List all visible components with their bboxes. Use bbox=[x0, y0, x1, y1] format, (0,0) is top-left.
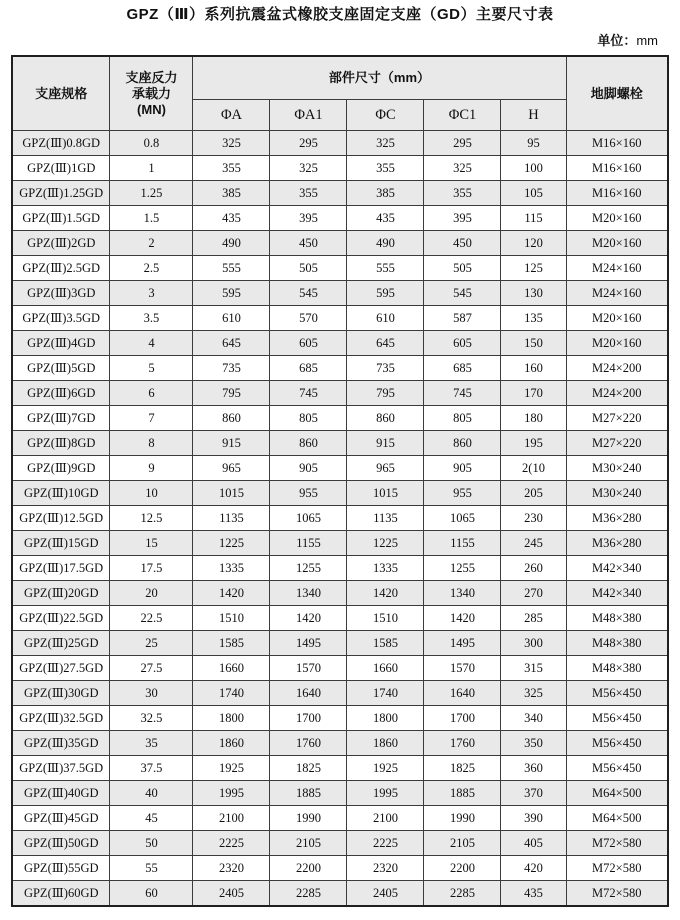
cell-h: 230 bbox=[501, 506, 566, 531]
cell-load: 9 bbox=[110, 456, 193, 481]
cell-spec: GPZ(Ⅲ)35GD bbox=[12, 731, 110, 756]
cell-load: 30 bbox=[110, 681, 193, 706]
cell-h: 285 bbox=[501, 606, 566, 631]
cell-bolt: M36×280 bbox=[566, 506, 668, 531]
table-row bbox=[12, 306, 668, 331]
table-row bbox=[12, 781, 668, 806]
table-row bbox=[12, 356, 668, 381]
cell-phi-a: 735 bbox=[193, 356, 270, 381]
cell-load: 15 bbox=[110, 531, 193, 556]
cell-phi-a: 1420 bbox=[193, 581, 270, 606]
cell-phi-a: 1015 bbox=[193, 481, 270, 506]
table-row bbox=[12, 256, 668, 281]
cell-phi-c: 1925 bbox=[347, 756, 424, 781]
cell-phi-c1: 955 bbox=[424, 481, 501, 506]
cell-phi-a: 610 bbox=[193, 306, 270, 331]
cell-phi-a1: 1495 bbox=[270, 631, 347, 656]
cell-bolt: M16×160 bbox=[566, 131, 668, 156]
cell-spec: GPZ(Ⅲ)1GD bbox=[12, 156, 110, 181]
cell-load: 40 bbox=[110, 781, 193, 806]
cell-phi-c: 555 bbox=[347, 256, 424, 281]
cell-phi-c1: 1700 bbox=[424, 706, 501, 731]
header-row-group bbox=[12, 56, 668, 100]
table-body bbox=[12, 131, 668, 907]
cell-load: 25 bbox=[110, 631, 193, 656]
cell-spec: GPZ(Ⅲ)45GD bbox=[12, 806, 110, 831]
cell-h: 300 bbox=[501, 631, 566, 656]
cell-phi-c: 645 bbox=[347, 331, 424, 356]
cell-phi-c: 915 bbox=[347, 431, 424, 456]
header-h: H bbox=[501, 100, 566, 131]
cell-h: 180 bbox=[501, 406, 566, 431]
cell-h: 95 bbox=[501, 131, 566, 156]
cell-phi-c: 860 bbox=[347, 406, 424, 431]
cell-spec: GPZ(Ⅲ)8GD bbox=[12, 431, 110, 456]
cell-bolt: M64×500 bbox=[566, 781, 668, 806]
cell-phi-a1: 605 bbox=[270, 331, 347, 356]
cell-phi-c1: 905 bbox=[424, 456, 501, 481]
cell-load: 35 bbox=[110, 731, 193, 756]
cell-phi-c: 1860 bbox=[347, 731, 424, 756]
table-row bbox=[12, 506, 668, 531]
cell-load: 37.5 bbox=[110, 756, 193, 781]
cell-h: 405 bbox=[501, 831, 566, 856]
cell-phi-a: 915 bbox=[193, 431, 270, 456]
cell-phi-c: 610 bbox=[347, 306, 424, 331]
cell-phi-a: 1585 bbox=[193, 631, 270, 656]
cell-bolt: M16×160 bbox=[566, 181, 668, 206]
cell-spec: GPZ(Ⅲ)2GD bbox=[12, 231, 110, 256]
cell-bolt: M56×450 bbox=[566, 731, 668, 756]
cell-bolt: M20×160 bbox=[566, 206, 668, 231]
table-row bbox=[12, 656, 668, 681]
cell-phi-c1: 1640 bbox=[424, 681, 501, 706]
cell-bolt: M48×380 bbox=[566, 606, 668, 631]
table-row bbox=[12, 856, 668, 881]
cell-h: 325 bbox=[501, 681, 566, 706]
cell-h: 340 bbox=[501, 706, 566, 731]
cell-spec: GPZ(Ⅲ)17.5GD bbox=[12, 556, 110, 581]
cell-load: 20 bbox=[110, 581, 193, 606]
cell-h: 315 bbox=[501, 656, 566, 681]
cell-phi-a: 555 bbox=[193, 256, 270, 281]
cell-spec: GPZ(Ⅲ)1.25GD bbox=[12, 181, 110, 206]
cell-phi-a1: 1990 bbox=[270, 806, 347, 831]
cell-phi-c: 1015 bbox=[347, 481, 424, 506]
table-row bbox=[12, 231, 668, 256]
cell-phi-c: 795 bbox=[347, 381, 424, 406]
cell-load: 17.5 bbox=[110, 556, 193, 581]
cell-bolt: M30×240 bbox=[566, 481, 668, 506]
cell-phi-a1: 570 bbox=[270, 306, 347, 331]
cell-phi-a1: 685 bbox=[270, 356, 347, 381]
cell-phi-c1: 450 bbox=[424, 231, 501, 256]
cell-bolt: M56×450 bbox=[566, 756, 668, 781]
cell-phi-c: 325 bbox=[347, 131, 424, 156]
cell-spec: GPZ(Ⅲ)5GD bbox=[12, 356, 110, 381]
cell-phi-a1: 1700 bbox=[270, 706, 347, 731]
table-row bbox=[12, 156, 668, 181]
table-row bbox=[12, 606, 668, 631]
cell-phi-a1: 955 bbox=[270, 481, 347, 506]
cell-phi-a1: 545 bbox=[270, 281, 347, 306]
cell-phi-c1: 685 bbox=[424, 356, 501, 381]
cell-h: 370 bbox=[501, 781, 566, 806]
cell-spec: GPZ(Ⅲ)27.5GD bbox=[12, 656, 110, 681]
cell-bolt: M72×580 bbox=[566, 831, 668, 856]
cell-load: 1 bbox=[110, 156, 193, 181]
cell-bolt: M56×450 bbox=[566, 706, 668, 731]
table-row bbox=[12, 381, 668, 406]
cell-h: 135 bbox=[501, 306, 566, 331]
table-row bbox=[12, 181, 668, 206]
cell-phi-c: 490 bbox=[347, 231, 424, 256]
cell-phi-c: 2100 bbox=[347, 806, 424, 831]
cell-spec: GPZ(Ⅲ)1.5GD bbox=[12, 206, 110, 231]
cell-phi-a: 1925 bbox=[193, 756, 270, 781]
cell-bolt: M24×160 bbox=[566, 281, 668, 306]
cell-load: 1.5 bbox=[110, 206, 193, 231]
cell-h: 130 bbox=[501, 281, 566, 306]
cell-h: 420 bbox=[501, 856, 566, 881]
cell-phi-c1: 1570 bbox=[424, 656, 501, 681]
cell-load: 8 bbox=[110, 431, 193, 456]
cell-spec: GPZ(Ⅲ)4GD bbox=[12, 331, 110, 356]
cell-load: 50 bbox=[110, 831, 193, 856]
cell-phi-c: 2225 bbox=[347, 831, 424, 856]
cell-bolt: M30×240 bbox=[566, 456, 668, 481]
cell-spec: GPZ(Ⅲ)6GD bbox=[12, 381, 110, 406]
table-row bbox=[12, 881, 668, 907]
cell-phi-c1: 2200 bbox=[424, 856, 501, 881]
cell-phi-c1: 395 bbox=[424, 206, 501, 231]
cell-phi-c1: 1065 bbox=[424, 506, 501, 531]
cell-h: 435 bbox=[501, 881, 566, 907]
cell-phi-a: 1800 bbox=[193, 706, 270, 731]
cell-h: 170 bbox=[501, 381, 566, 406]
cell-phi-c: 1585 bbox=[347, 631, 424, 656]
cell-spec: GPZ(Ⅲ)32.5GD bbox=[12, 706, 110, 731]
cell-phi-a: 325 bbox=[193, 131, 270, 156]
cell-phi-c1: 587 bbox=[424, 306, 501, 331]
cell-phi-a: 645 bbox=[193, 331, 270, 356]
cell-bolt: M42×340 bbox=[566, 556, 668, 581]
cell-load: 27.5 bbox=[110, 656, 193, 681]
cell-load: 0.8 bbox=[110, 131, 193, 156]
cell-phi-a1: 355 bbox=[270, 181, 347, 206]
cell-phi-a1: 2105 bbox=[270, 831, 347, 856]
cell-load: 10 bbox=[110, 481, 193, 506]
cell-phi-a1: 1420 bbox=[270, 606, 347, 631]
cell-h: 245 bbox=[501, 531, 566, 556]
cell-phi-a1: 1155 bbox=[270, 531, 347, 556]
cell-phi-a: 2405 bbox=[193, 881, 270, 907]
cell-phi-a1: 2200 bbox=[270, 856, 347, 881]
cell-phi-c: 435 bbox=[347, 206, 424, 231]
cell-phi-c: 1660 bbox=[347, 656, 424, 681]
cell-h: 390 bbox=[501, 806, 566, 831]
cell-load: 6 bbox=[110, 381, 193, 406]
cell-bolt: M20×160 bbox=[566, 231, 668, 256]
cell-phi-c1: 805 bbox=[424, 406, 501, 431]
cell-h: 260 bbox=[501, 556, 566, 581]
table-row bbox=[12, 806, 668, 831]
cell-phi-a: 1660 bbox=[193, 656, 270, 681]
cell-phi-a1: 325 bbox=[270, 156, 347, 181]
cell-phi-a: 490 bbox=[193, 231, 270, 256]
cell-phi-c1: 2285 bbox=[424, 881, 501, 907]
cell-phi-c: 355 bbox=[347, 156, 424, 181]
table-row bbox=[12, 581, 668, 606]
cell-phi-a: 1135 bbox=[193, 506, 270, 531]
cell-phi-c: 1135 bbox=[347, 506, 424, 531]
cell-h: 350 bbox=[501, 731, 566, 756]
cell-h: 360 bbox=[501, 756, 566, 781]
cell-phi-a1: 2285 bbox=[270, 881, 347, 907]
cell-h: 115 bbox=[501, 206, 566, 231]
cell-load: 60 bbox=[110, 881, 193, 907]
cell-h: 195 bbox=[501, 431, 566, 456]
cell-bolt: M48×380 bbox=[566, 631, 668, 656]
cell-phi-c1: 1495 bbox=[424, 631, 501, 656]
cell-phi-a: 385 bbox=[193, 181, 270, 206]
cell-h: 125 bbox=[501, 256, 566, 281]
cell-bolt: M72×580 bbox=[566, 881, 668, 907]
cell-bolt: M20×160 bbox=[566, 331, 668, 356]
cell-phi-c1: 355 bbox=[424, 181, 501, 206]
table-row bbox=[12, 456, 668, 481]
unit-label: 单位： bbox=[597, 33, 637, 48]
cell-phi-a: 860 bbox=[193, 406, 270, 431]
cell-h: 120 bbox=[501, 231, 566, 256]
unit-note bbox=[0, 24, 680, 55]
cell-phi-c1: 2105 bbox=[424, 831, 501, 856]
table-row bbox=[12, 556, 668, 581]
cell-spec: GPZ(Ⅲ)20GD bbox=[12, 581, 110, 606]
header-load-line2: 承载力 bbox=[131, 85, 171, 101]
cell-phi-a: 1335 bbox=[193, 556, 270, 581]
cell-phi-a1: 1065 bbox=[270, 506, 347, 531]
cell-bolt: M64×500 bbox=[566, 806, 668, 831]
header-load-line1: 支座反力 bbox=[125, 69, 178, 85]
table-row bbox=[12, 331, 668, 356]
cell-phi-a1: 450 bbox=[270, 231, 347, 256]
cell-load: 4 bbox=[110, 331, 193, 356]
table-row bbox=[12, 406, 668, 431]
cell-phi-a: 795 bbox=[193, 381, 270, 406]
cell-load: 32.5 bbox=[110, 706, 193, 731]
cell-phi-a1: 1340 bbox=[270, 581, 347, 606]
cell-phi-c: 1420 bbox=[347, 581, 424, 606]
header-bolt: 地脚螺栓 bbox=[566, 56, 668, 131]
cell-phi-c1: 1825 bbox=[424, 756, 501, 781]
table-header bbox=[12, 56, 668, 131]
table-row bbox=[12, 681, 668, 706]
cell-spec: GPZ(Ⅲ)55GD bbox=[12, 856, 110, 881]
cell-bolt: M16×160 bbox=[566, 156, 668, 181]
cell-phi-a: 2320 bbox=[193, 856, 270, 881]
cell-bolt: M56×450 bbox=[566, 681, 668, 706]
cell-phi-c: 1510 bbox=[347, 606, 424, 631]
cell-phi-a1: 505 bbox=[270, 256, 347, 281]
cell-phi-a: 1225 bbox=[193, 531, 270, 556]
cell-phi-a: 1510 bbox=[193, 606, 270, 631]
cell-spec: GPZ(Ⅲ)7GD bbox=[12, 406, 110, 431]
cell-phi-c1: 1420 bbox=[424, 606, 501, 631]
table-row bbox=[12, 831, 668, 856]
cell-phi-c1: 1760 bbox=[424, 731, 501, 756]
cell-load: 12.5 bbox=[110, 506, 193, 531]
cell-phi-a: 2100 bbox=[193, 806, 270, 831]
cell-phi-c: 1800 bbox=[347, 706, 424, 731]
cell-phi-c1: 545 bbox=[424, 281, 501, 306]
cell-bolt: M27×220 bbox=[566, 431, 668, 456]
cell-spec: GPZ(Ⅲ)12.5GD bbox=[12, 506, 110, 531]
cell-spec: GPZ(Ⅲ)9GD bbox=[12, 456, 110, 481]
cell-phi-c1: 1990 bbox=[424, 806, 501, 831]
cell-phi-c1: 505 bbox=[424, 256, 501, 281]
table-row bbox=[12, 481, 668, 506]
cell-phi-c1: 860 bbox=[424, 431, 501, 456]
cell-phi-a1: 1640 bbox=[270, 681, 347, 706]
cell-phi-a1: 395 bbox=[270, 206, 347, 231]
cell-phi-a1: 1760 bbox=[270, 731, 347, 756]
table-row bbox=[12, 281, 668, 306]
cell-bolt: M24×160 bbox=[566, 256, 668, 281]
cell-bolt: M36×280 bbox=[566, 531, 668, 556]
cell-phi-a: 435 bbox=[193, 206, 270, 231]
cell-h: 100 bbox=[501, 156, 566, 181]
cell-load: 2 bbox=[110, 231, 193, 256]
cell-phi-a: 595 bbox=[193, 281, 270, 306]
cell-phi-a: 1860 bbox=[193, 731, 270, 756]
cell-spec: GPZ(Ⅲ)15GD bbox=[12, 531, 110, 556]
cell-load: 5 bbox=[110, 356, 193, 381]
cell-h: 160 bbox=[501, 356, 566, 381]
cell-phi-c: 595 bbox=[347, 281, 424, 306]
cell-phi-a1: 295 bbox=[270, 131, 347, 156]
table-row bbox=[12, 531, 668, 556]
cell-phi-c1: 295 bbox=[424, 131, 501, 156]
cell-spec: GPZ(Ⅲ)25GD bbox=[12, 631, 110, 656]
cell-spec: GPZ(Ⅲ)2.5GD bbox=[12, 256, 110, 281]
cell-phi-a: 1740 bbox=[193, 681, 270, 706]
cell-phi-c: 2320 bbox=[347, 856, 424, 881]
cell-phi-c: 1740 bbox=[347, 681, 424, 706]
cell-phi-a: 355 bbox=[193, 156, 270, 181]
cell-phi-c: 965 bbox=[347, 456, 424, 481]
cell-phi-c1: 1340 bbox=[424, 581, 501, 606]
cell-phi-a: 965 bbox=[193, 456, 270, 481]
cell-phi-c1: 745 bbox=[424, 381, 501, 406]
cell-phi-a: 2225 bbox=[193, 831, 270, 856]
cell-spec: GPZ(Ⅲ)22.5GD bbox=[12, 606, 110, 631]
header-load-line3: (MN) bbox=[137, 101, 166, 117]
cell-h: 2(10 bbox=[501, 456, 566, 481]
table-row bbox=[12, 206, 668, 231]
table-row bbox=[12, 731, 668, 756]
cell-spec: GPZ(Ⅲ)37.5GD bbox=[12, 756, 110, 781]
page-title: GPZ（Ⅲ）系列抗震盆式橡胶支座固定支座（GD）主要尺寸表 bbox=[126, 6, 554, 23]
cell-load: 3 bbox=[110, 281, 193, 306]
cell-spec: GPZ(Ⅲ)60GD bbox=[12, 881, 110, 907]
cell-bolt: M27×220 bbox=[566, 406, 668, 431]
cell-h: 270 bbox=[501, 581, 566, 606]
cell-phi-a1: 745 bbox=[270, 381, 347, 406]
header-phi-a1: ΦA1 bbox=[270, 100, 347, 131]
cell-phi-a: 1995 bbox=[193, 781, 270, 806]
cell-phi-c1: 1155 bbox=[424, 531, 501, 556]
table-row bbox=[12, 131, 668, 156]
cell-phi-c1: 1885 bbox=[424, 781, 501, 806]
cell-phi-c: 735 bbox=[347, 356, 424, 381]
cell-spec: GPZ(Ⅲ)30GD bbox=[12, 681, 110, 706]
cell-phi-c: 1225 bbox=[347, 531, 424, 556]
header-phi-c1: ΦC1 bbox=[424, 100, 501, 131]
table-row bbox=[12, 631, 668, 656]
header-phi-c: ΦC bbox=[347, 100, 424, 131]
cell-bolt: M72×580 bbox=[566, 856, 668, 881]
cell-phi-c: 1335 bbox=[347, 556, 424, 581]
unit-value: mm bbox=[636, 33, 658, 48]
header-parts-group: 部件尺寸（mm） bbox=[193, 56, 566, 100]
cell-phi-a1: 1825 bbox=[270, 756, 347, 781]
cell-phi-c: 1995 bbox=[347, 781, 424, 806]
cell-phi-a1: 805 bbox=[270, 406, 347, 431]
cell-phi-c1: 605 bbox=[424, 331, 501, 356]
table-row bbox=[12, 706, 668, 731]
cell-phi-a1: 1255 bbox=[270, 556, 347, 581]
header-phi-a: ΦA bbox=[193, 100, 270, 131]
cell-bolt: M20×160 bbox=[566, 306, 668, 331]
cell-load: 55 bbox=[110, 856, 193, 881]
table-row bbox=[12, 756, 668, 781]
cell-bolt: M24×200 bbox=[566, 356, 668, 381]
cell-load: 1.25 bbox=[110, 181, 193, 206]
cell-phi-a1: 905 bbox=[270, 456, 347, 481]
header-load bbox=[110, 56, 193, 131]
cell-phi-a1: 1885 bbox=[270, 781, 347, 806]
cell-spec: GPZ(Ⅲ)40GD bbox=[12, 781, 110, 806]
cell-phi-c: 2405 bbox=[347, 881, 424, 907]
header-spec: 支座规格 bbox=[12, 56, 110, 131]
cell-load: 45 bbox=[110, 806, 193, 831]
cell-h: 205 bbox=[501, 481, 566, 506]
cell-load: 2.5 bbox=[110, 256, 193, 281]
cell-h: 105 bbox=[501, 181, 566, 206]
dimensions-table bbox=[11, 55, 669, 907]
cell-spec: GPZ(Ⅲ)3.5GD bbox=[12, 306, 110, 331]
cell-spec: GPZ(Ⅲ)10GD bbox=[12, 481, 110, 506]
cell-bolt: M48×380 bbox=[566, 656, 668, 681]
cell-load: 3.5 bbox=[110, 306, 193, 331]
cell-h: 150 bbox=[501, 331, 566, 356]
table-row bbox=[12, 431, 668, 456]
cell-phi-c: 385 bbox=[347, 181, 424, 206]
cell-spec: GPZ(Ⅲ)0.8GD bbox=[12, 131, 110, 156]
cell-bolt: M42×340 bbox=[566, 581, 668, 606]
cell-bolt: M24×200 bbox=[566, 381, 668, 406]
cell-load: 7 bbox=[110, 406, 193, 431]
cell-spec: GPZ(Ⅲ)50GD bbox=[12, 831, 110, 856]
cell-phi-c1: 1255 bbox=[424, 556, 501, 581]
cell-phi-c1: 325 bbox=[424, 156, 501, 181]
cell-load: 22.5 bbox=[110, 606, 193, 631]
cell-spec: GPZ(Ⅲ)3GD bbox=[12, 281, 110, 306]
cell-phi-a1: 1570 bbox=[270, 656, 347, 681]
cell-phi-a1: 860 bbox=[270, 431, 347, 456]
